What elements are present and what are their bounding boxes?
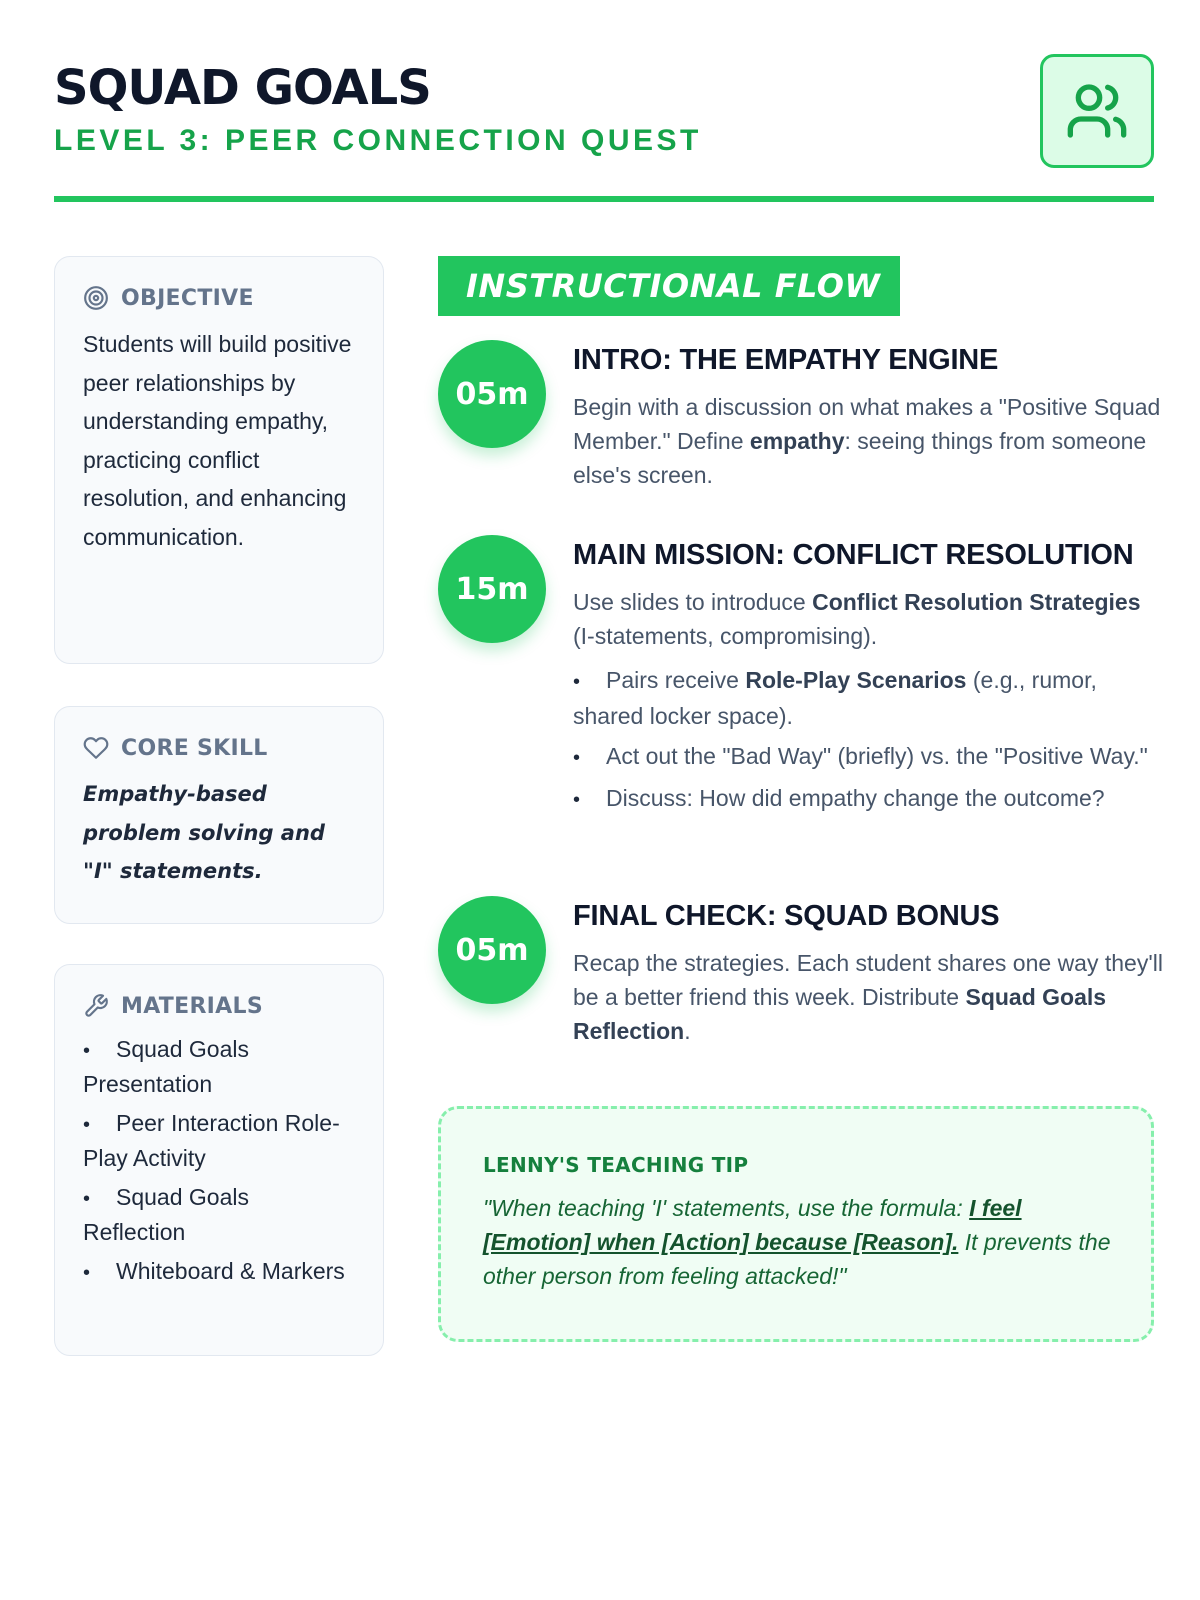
step-time-badge: 05m bbox=[438, 340, 546, 448]
step-title: FINAL CHECK: SQUAD BONUS bbox=[573, 900, 1000, 932]
teaching-tip-text: "When teaching 'I' statements, use the formula: I feel [Emotion] when [Action] because [Reason]. It prevents the other person from feeling attacked!" bbox=[483, 1195, 1111, 1289]
flow-step bbox=[438, 340, 1161, 500]
header bbox=[54, 50, 1154, 202]
step-time-badge: 15m bbox=[438, 535, 546, 643]
lesson-plan-page bbox=[54, 0, 1163, 1600]
flow-step bbox=[438, 535, 1154, 865]
materials-label: MATERIALS bbox=[121, 993, 263, 1019]
header-badge bbox=[1040, 54, 1154, 168]
step-bullet-list bbox=[573, 663, 1163, 817]
target-icon bbox=[83, 285, 109, 311]
step-title: MAIN MISSION: CONFLICT RESOLUTION bbox=[573, 539, 1134, 571]
core-skill-text: Empathy-based problem solving and "I" statements. bbox=[83, 782, 325, 883]
step-title: INTRO: THE EMPATHY ENGINE bbox=[573, 344, 999, 376]
materials-list bbox=[83, 1033, 355, 1290]
flow-step bbox=[438, 896, 1163, 1066]
step-description: Begin with a discussion on what makes a "Positive Squad Member." Define empathy: seeing things from someone else's screen. bbox=[573, 394, 1161, 488]
heart-icon bbox=[83, 735, 109, 761]
step-bullet: • Pairs receive Role-Play Scenarios (e.g., rumor, shared locker space). bbox=[573, 663, 1163, 733]
users-icon bbox=[1065, 79, 1129, 143]
core-skill-label: CORE SKILL bbox=[121, 735, 268, 761]
instructional-flow-banner bbox=[438, 256, 900, 316]
step-description: Recap the strategies. Each student shares one way they'll be a better friend this week. Distribute Squad Goals Reflection. bbox=[573, 950, 1163, 1044]
formula-text: I feel [Emotion] when [Action] because [Reason]. bbox=[483, 1195, 1022, 1255]
step-time-badge: 05m bbox=[438, 896, 546, 1004]
materials-item: • Peer Interaction Role-Play Activity bbox=[83, 1107, 355, 1175]
materials-item: • Whiteboard & Markers bbox=[83, 1255, 355, 1290]
teaching-tip-title: LENNY'S TEACHING TIP bbox=[483, 1153, 749, 1177]
objective-label: OBJECTIVE bbox=[121, 285, 254, 311]
wrench-icon bbox=[83, 993, 109, 1019]
materials-card bbox=[54, 964, 384, 1356]
step-bullet: • Discuss: How did empathy change the outcome? bbox=[573, 781, 1163, 817]
materials-item: • Squad Goals Reflection bbox=[83, 1181, 355, 1249]
objective-card bbox=[54, 256, 384, 664]
step-description: Use slides to introduce Conflict Resolution Strategies (I-statements, compromising). bbox=[573, 589, 1141, 649]
core-skill-card bbox=[54, 706, 384, 924]
teaching-tip-box bbox=[438, 1106, 1154, 1342]
materials-item: • Squad Goals Presentation bbox=[83, 1033, 355, 1101]
objective-text: Students will build positive peer relationships by understanding empathy, practicing conflict resolution, and enhancing communication. bbox=[83, 331, 352, 550]
instructional-flow-title: INSTRUCTIONAL FLOW bbox=[466, 267, 881, 305]
page-subtitle: LEVEL 3: PEER CONNECTION QUEST bbox=[54, 124, 702, 157]
step-bullet: • Act out the "Bad Way" (briefly) vs. the "Positive Way." bbox=[573, 739, 1163, 775]
page-title: SQUAD GOALS bbox=[54, 60, 431, 116]
